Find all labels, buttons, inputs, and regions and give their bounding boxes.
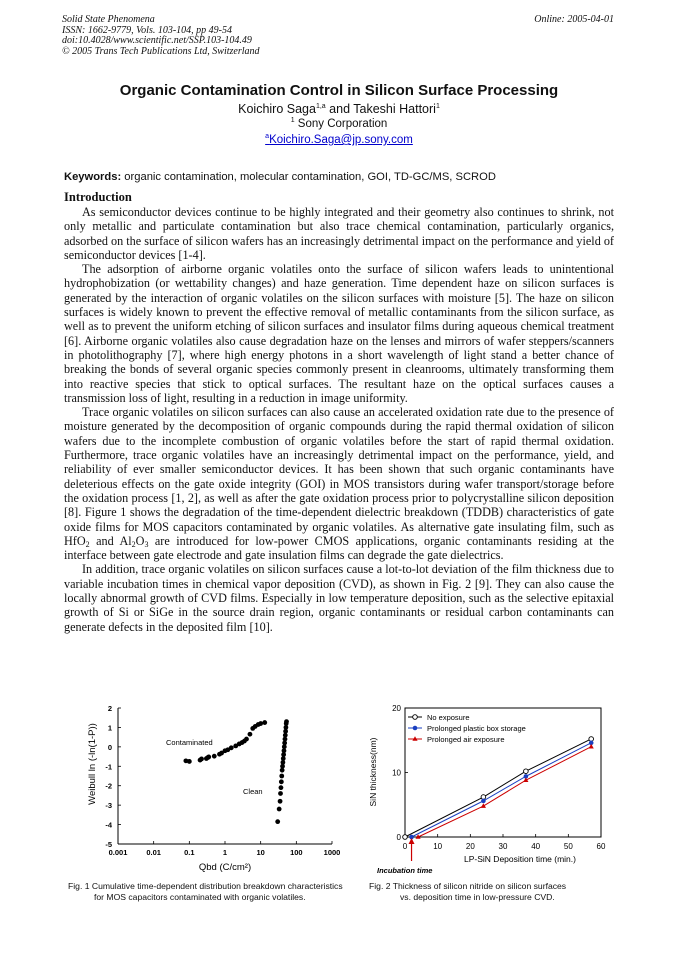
journal-name: Solid State Phenomena bbox=[62, 14, 155, 25]
fig1-y-tick-label: -4 bbox=[105, 820, 112, 830]
fig1-annotation-clean: Clean bbox=[243, 787, 263, 796]
fig2-data-point bbox=[524, 769, 529, 774]
fig1-x-tick-label: 1 bbox=[222, 848, 228, 857]
body-text bbox=[64, 205, 614, 634]
hfo2-subscript: 2 bbox=[85, 539, 90, 549]
fig1-clean-point bbox=[278, 791, 283, 796]
fig2-data-point bbox=[403, 835, 408, 840]
fig1-contaminated-point bbox=[199, 757, 204, 762]
fig1-caption-line-2: for MOS capacitors contaminated with organic volatiles. bbox=[94, 892, 306, 902]
fig2-x-tick-label: 30 bbox=[498, 842, 508, 851]
fig1-contaminated-point bbox=[262, 720, 267, 725]
paragraph-4: In addition, trace organic volatiles on silicon surfaces cause a lot-to-lot deviation of the film thickness due to variable incubation times in chemical vapor deposition (CVD), as shown in Fig. 2 [9]. They can also cause the locally abnormal growth of CVD films. Especially in low temperature deposition, such as the selective epitaxial growth of Si or SiGe in the source drain region, organic contaminants or residual carbon contaminants can generate defects in the deposited film [10]. bbox=[64, 562, 614, 634]
fig2-series-line bbox=[418, 747, 591, 837]
fig2-x-axis-label: LP-SiN Deposition time (min.) bbox=[464, 854, 576, 864]
author-line bbox=[0, 102, 678, 116]
fig1-y-tick-label: -3 bbox=[105, 801, 112, 811]
fig1-contaminated-point bbox=[212, 754, 217, 759]
fig1-clean-point bbox=[284, 719, 289, 724]
fig2-x-tick-label: 50 bbox=[563, 842, 573, 851]
email-link[interactable] bbox=[265, 134, 413, 146]
issn-line: ISSN: 1662-9779, Vols. 103-104, pp 49-54 bbox=[62, 24, 232, 36]
fig2-caption-line-1: Fig. 2 Thickness of silicon nitride on silicon surfaces bbox=[369, 881, 567, 891]
copyright-line: © 2005 Trans Tech Publications Ltd, Switzerland bbox=[62, 45, 260, 57]
doi-line: doi:10.4028/www.scientific.net/SSP.103-104.49 bbox=[62, 35, 252, 46]
fig2-legend-label: Prolonged plastic box storage bbox=[427, 724, 526, 733]
paper-title: Organic Contamination Control in Silicon Surface Processing bbox=[119, 82, 559, 99]
fig1-clean-point bbox=[278, 799, 283, 804]
fig1-y-tick-label: -1 bbox=[105, 762, 112, 772]
fig2-legend-marker bbox=[413, 726, 418, 731]
fig1-y-axis-label: Weibull ln (-ln(1-P)) bbox=[87, 723, 98, 805]
affiliation-name: Sony Corporation bbox=[297, 118, 388, 130]
paragraph-3-part-b: and Al bbox=[89, 533, 132, 548]
fig1-y-tick-label: 1 bbox=[107, 723, 112, 733]
fig2-x-tick-label: 10 bbox=[433, 842, 443, 851]
section-heading: Introduction bbox=[64, 190, 132, 204]
fig1-contaminated-point bbox=[206, 755, 211, 760]
fig1-y-tick-label: 0 bbox=[107, 742, 112, 752]
affiliation bbox=[0, 118, 678, 130]
fig1-y-tick-label: -5 bbox=[105, 840, 112, 849]
fig1-clean-point bbox=[275, 819, 280, 824]
keywords bbox=[64, 171, 624, 183]
fig2-y-tick-label: 0 bbox=[396, 833, 401, 842]
figure-2-chart bbox=[360, 700, 620, 878]
paragraph-1: As semiconductor devices continue to be highly integrated and their geometry also continues to shrink, not only metallic and particulate contamination but also trace chemical contamination, particularly organics, adsorbed on the surface of silicon wafers has an increasingly detrimental impact on the performance and yield of semiconductor devices [1-4]. bbox=[64, 205, 614, 262]
fig1-contaminated-point bbox=[229, 745, 234, 750]
fig1-contaminated-point bbox=[244, 737, 249, 742]
incubation-arrow-icon bbox=[409, 838, 415, 861]
fig2-data-point bbox=[481, 799, 486, 804]
email-sup: a bbox=[265, 133, 270, 140]
al2o3-subscript-2: 2 bbox=[131, 539, 136, 549]
fig1-caption-line-1: Fig. 1 Cumulative time-dependent distribution breakdown characteristics bbox=[68, 881, 343, 891]
fig1-clean-point bbox=[279, 779, 284, 784]
fig1-x-tick-label: 0.1 bbox=[184, 848, 195, 857]
figure-1-caption bbox=[68, 881, 368, 903]
fig2-y-tick-label: 20 bbox=[392, 704, 401, 713]
fig2-legend-marker bbox=[413, 715, 418, 720]
paragraph-3-part-d: are introduced for low-power CMOS applications, organic contaminants residing at the interface between gate electrode and gate insulation films can degrade the gate dielectrics. bbox=[64, 533, 614, 563]
author-2: Takeshi Hattori bbox=[353, 102, 436, 116]
fig1-y-tick-label: -2 bbox=[105, 781, 112, 791]
email-line bbox=[0, 134, 678, 146]
fig1-contaminated-point bbox=[248, 732, 253, 737]
fig2-x-tick-label: 60 bbox=[596, 842, 606, 851]
fig1-contaminated-point bbox=[258, 721, 263, 726]
paragraph-2: The adsorption of airborne organic volatiles onto the surface of silicon wafers leads to unintentional hydrophobization (or wettability changes) and haze generation. Time dependent haze on silicon surfaces is generated by the interaction of organic volatiles on the silicon surfaces with moisture [5]. The haze on silicon surfaces is widely known to prevent the effective removal of metallic contaminants from the silicon surface, as well as to prevent the uniform etching of silicon surfaces and insulator films during aqueous chemical treatment [6]. Airborne organic volatiles also cause degradation haze on the lenses and mirrors of wafer steppers/scanners in photolithography [7], where high energy photons in a short wavelength of light stand a better chance of breaking the bonds of several organic species commonly present in cleanrooms, ultimately transforming them into reactive species that stick to optical surfaces. The resultant haze on the optical surfaces causes a transmission loss of light, resulting in a reduction in image uniformity. bbox=[64, 262, 614, 405]
fig2-x-tick-label: 0 bbox=[402, 842, 408, 851]
fig1-clean-point bbox=[277, 807, 282, 812]
fig1-x-tick-label: 0.01 bbox=[146, 848, 161, 857]
fig2-series-line bbox=[412, 743, 592, 837]
fig2-data-point bbox=[481, 803, 486, 808]
keywords-text: organic contamination, molecular contamination, GOI, TD-GC/MS, SCROD bbox=[121, 171, 496, 183]
fig1-x-tick-label: 10 bbox=[256, 848, 265, 857]
paragraph-3 bbox=[64, 405, 614, 562]
fig2-y-tick-label: 10 bbox=[392, 768, 401, 778]
author-2-sup: 1 bbox=[435, 103, 440, 110]
online-date: Online: 2005-04-01 bbox=[534, 14, 614, 25]
al2o3-subscript-3: 3 bbox=[144, 539, 149, 549]
fig2-legend-label: Prolonged air exposure bbox=[427, 735, 505, 744]
keywords-label: Keywords: bbox=[64, 171, 122, 183]
affiliation-sup: 1 bbox=[290, 117, 295, 124]
fig1-x-tick-label: 100 bbox=[290, 848, 303, 857]
fig2-caption-line-2: vs. deposition time in low-pressure CVD. bbox=[400, 892, 555, 902]
fig1-annotation-contaminated: Contaminated bbox=[166, 738, 213, 747]
figure-2-caption bbox=[369, 881, 629, 903]
fig1-y-tick-label: 2 bbox=[107, 704, 112, 713]
fig1-clean-point bbox=[279, 785, 284, 790]
author-and: and bbox=[325, 102, 354, 116]
incubation-time-label: Incubation time bbox=[377, 866, 433, 875]
fig2-legend-label: No exposure bbox=[427, 713, 470, 722]
fig2-y-axis-label: SiN thickness(nm) bbox=[368, 737, 378, 807]
figure-1-chart bbox=[70, 700, 360, 878]
fig1-contaminated-point bbox=[187, 759, 192, 764]
fig2-series-line bbox=[405, 739, 591, 837]
journal-header bbox=[62, 15, 614, 57]
fig2-x-tick-label: 20 bbox=[465, 842, 475, 851]
paragraph-3-part-c: O bbox=[135, 533, 145, 548]
fig1-x-axis-label: Qbd (C/cm²) bbox=[198, 862, 252, 873]
email-address: Koichiro.Saga@jp.sony.com bbox=[269, 134, 413, 146]
author-1: Koichiro Saga bbox=[238, 102, 316, 116]
fig2-data-point bbox=[589, 744, 594, 749]
paragraph-3-part-a: Trace organic volatiles on silicon surfaces can also cause an accelerated oxidation rate due to the presence of moisture generated by the decomposition of organic compounds during the rapid thermal oxidation of silicon wafers due to the incomplete combustion of organic volatiles before the start of rapid thermal oxidation. Furthermore, trace organic volatiles have an increasingly detrimental impact on the performance, yield, and reliability of ever smaller semiconductor devices. It has been shown that such organic contaminants have deleterious effects on the gate oxide integrity (GOI) in MOS transistors during wafer transport/storage before the oxidation process [1, 2], as well as after the gate oxidation process prior to polycrystalline silicon deposition [8]. Figure 1 shows the degradation of the time-dependent dielectric breakdown (TDDB) characteristics of gate oxide films for MOS capacitors contaminated by organic volatiles. As alternative gate insulating film, such as HfO bbox=[64, 405, 614, 548]
fig2-x-tick-label: 40 bbox=[531, 842, 541, 851]
author-1-sup: 1,a bbox=[315, 103, 326, 110]
fig1-x-tick-label: 1000 bbox=[323, 848, 341, 857]
fig1-x-tick-label: 0.001 bbox=[108, 848, 128, 857]
fig1-clean-point bbox=[279, 774, 284, 779]
